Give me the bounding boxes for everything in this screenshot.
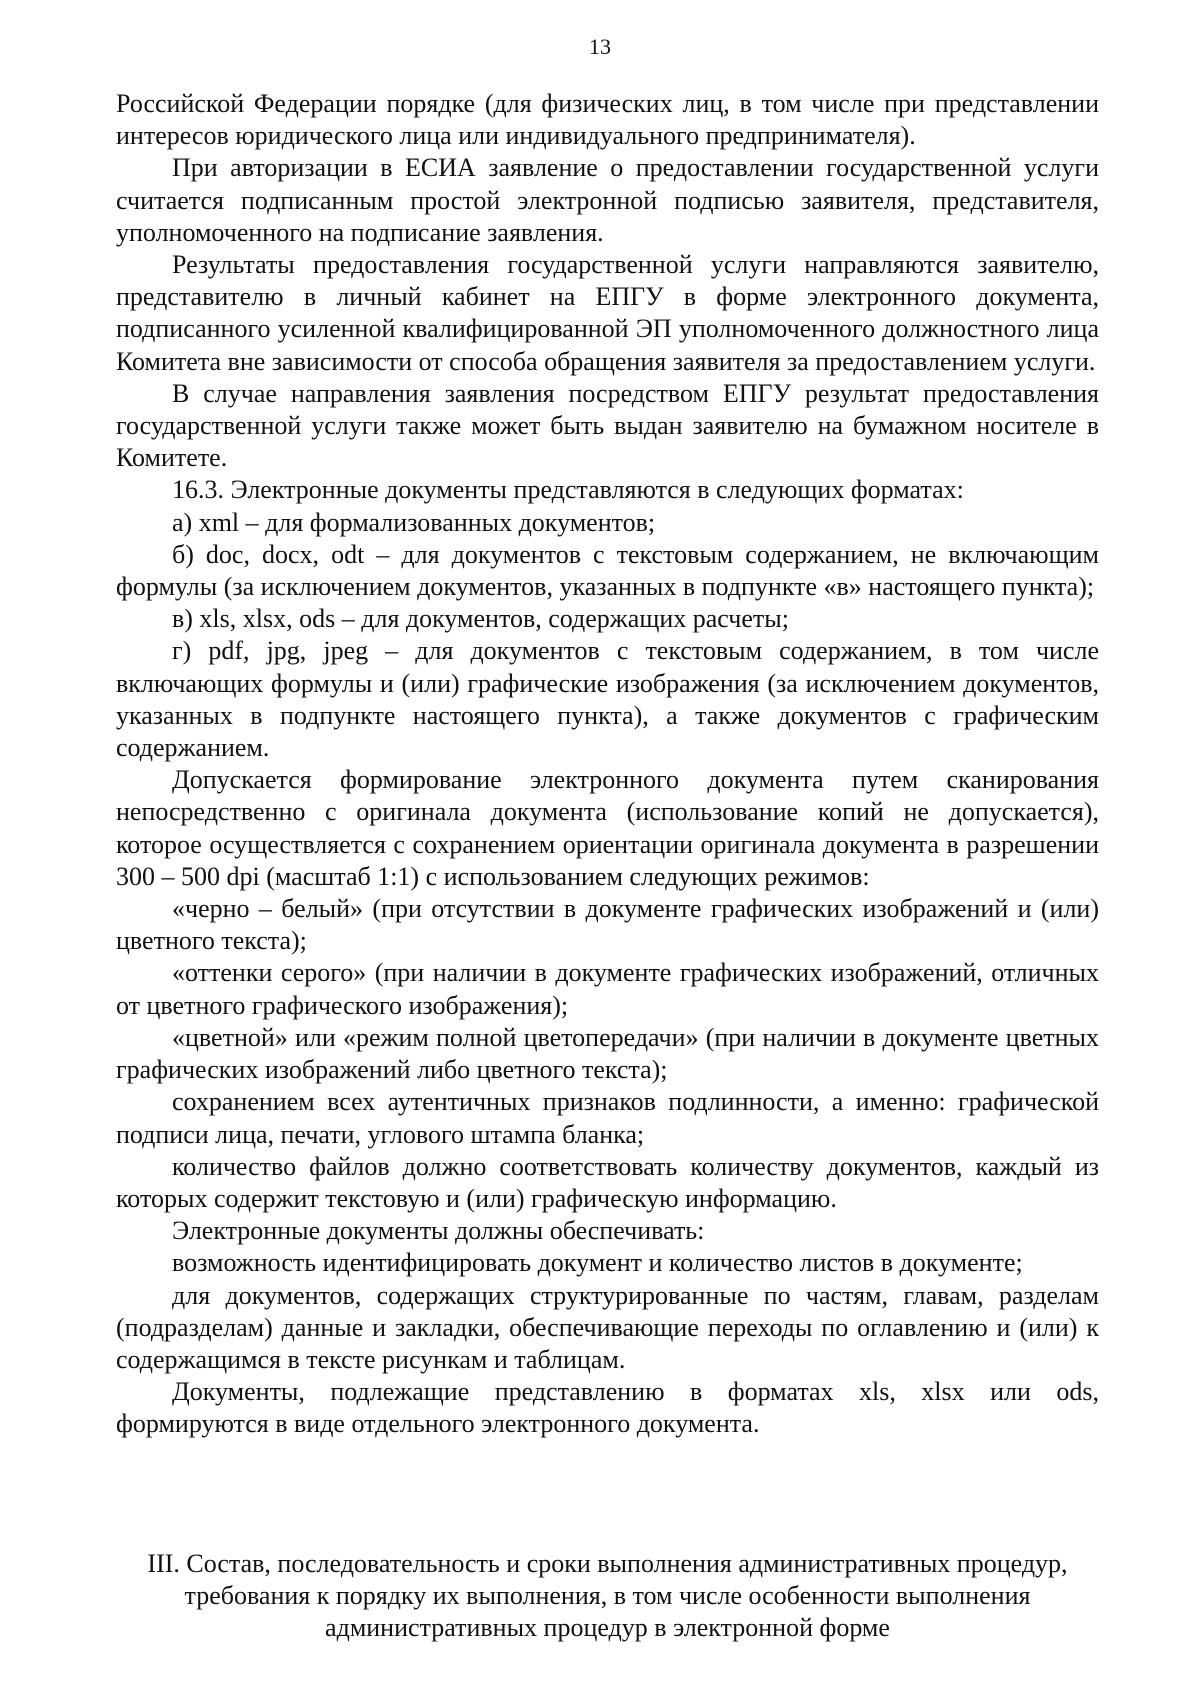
format-item-v: в) xls, xlsx, ods – для документов, содержащих расчеты;: [172, 604, 789, 634]
file-count-paragraph: количество файлов должно соответствовать количеству документов, каждый из которых содержит текстовую и (или) графическую информацию.: [116, 1151, 1099, 1213]
mode-grayscale: «оттенки серого» (при наличии в документе графических изображений, отличных от цветного графического изображения);: [116, 958, 1099, 1020]
paper-result-paragraph: В случае направления заявления посредством ЕПГУ результат предоставления государственной услуги также может быть выдан заявителю на бумажном носителе в Комитете.: [116, 378, 1099, 473]
authenticity-paragraph: сохранением всех аутентичных признаков подлинности, а именно: графической подписи лица, печати, углового штампа бланка;: [116, 1087, 1099, 1149]
section-heading: III. Состав, последовательность и сроки выполнения административных процедур, требования к порядку их выполнения, в том числе особенности выполнения административных процедур в электронной форме: [147, 1549, 1068, 1642]
requirement-structure: для документов, содержащих структурированные по частям, главам, разделам (подразделам) данные и закладки, обеспечивающие переходы по оглавлению и (или) к содержащимся в тексте рисункам и таблицам.: [116, 1280, 1099, 1374]
format-item-b: б) doc, docx, odt – для документов с текстовым содержанием, не включающим формулы (за исключением документов, указанных в подпункте «в» настоящего пункта);: [116, 539, 1099, 602]
requirement-identify: возможность идентифицировать документ и количество листов в документе;: [172, 1248, 1023, 1278]
requirements-intro: Электронные документы должны обеспечивать:: [172, 1216, 705, 1246]
results-paragraph: Результаты предоставления государственной услуги направляются заявителю, представителю в личный кабинет на ЕПГУ в форме электронного документа, подписанного усиленной квалифицированной ЭП уполномоченного должностного лица Комитета вне зависимости от способа обращения заявителя за предоставлением услуги.: [116, 250, 1099, 376]
esia-signature-paragraph: При авторизации в ЕСИА заявление о предоставлении государственной услуги считается подписанным простой электронной подписью заявителя, представителя, уполномоченного на подписание заявления.: [116, 153, 1099, 247]
spreadsheet-paragraph: Документы, подлежащие представлению в форматах xls, xlsx или ods, формируются в виде отдельного электронного документа.: [116, 1377, 1099, 1439]
format-item-a: а) xml – для формализованных документов;: [172, 507, 656, 537]
format-item-g: г) pdf, jpg, jpeg – для документов с текстовым содержанием, в том числе включающих формулы и (или) графические изображения (за исключением документов, указанных в подпункте настоящего пункта), а также документов с графическим содержанием.: [116, 636, 1099, 763]
page-number: 13: [589, 34, 611, 59]
scanning-paragraph: Допускается формирование электронного документа путем сканирования непосредственно с оригинала документа (использование копий не допускается), которое осуществляется с сохранением ориентации оригинала документа в разрешении 300 – 500 dpi (масштаб 1:1) с использованием следующих режимов:: [116, 765, 1099, 891]
document-body: [116, 88, 1099, 1441]
mode-black-white: «черно – белый» (при отсутствии в документе графических изображений и (или) цветного текста);: [116, 894, 1099, 956]
mode-color: «цветной» или «режим полной цветопередачи» (при наличии в документе цветных графических изображений либо цветного текста);: [116, 1022, 1099, 1085]
continuation-paragraph: Российской Федерации порядке (для физических лиц, в том числе при представлении интересов юридического лица или индивидуального предпринимателя).: [116, 89, 1099, 151]
clause-16-3: 16.3. Электронные документы представляются в следующих форматах:: [172, 475, 964, 505]
